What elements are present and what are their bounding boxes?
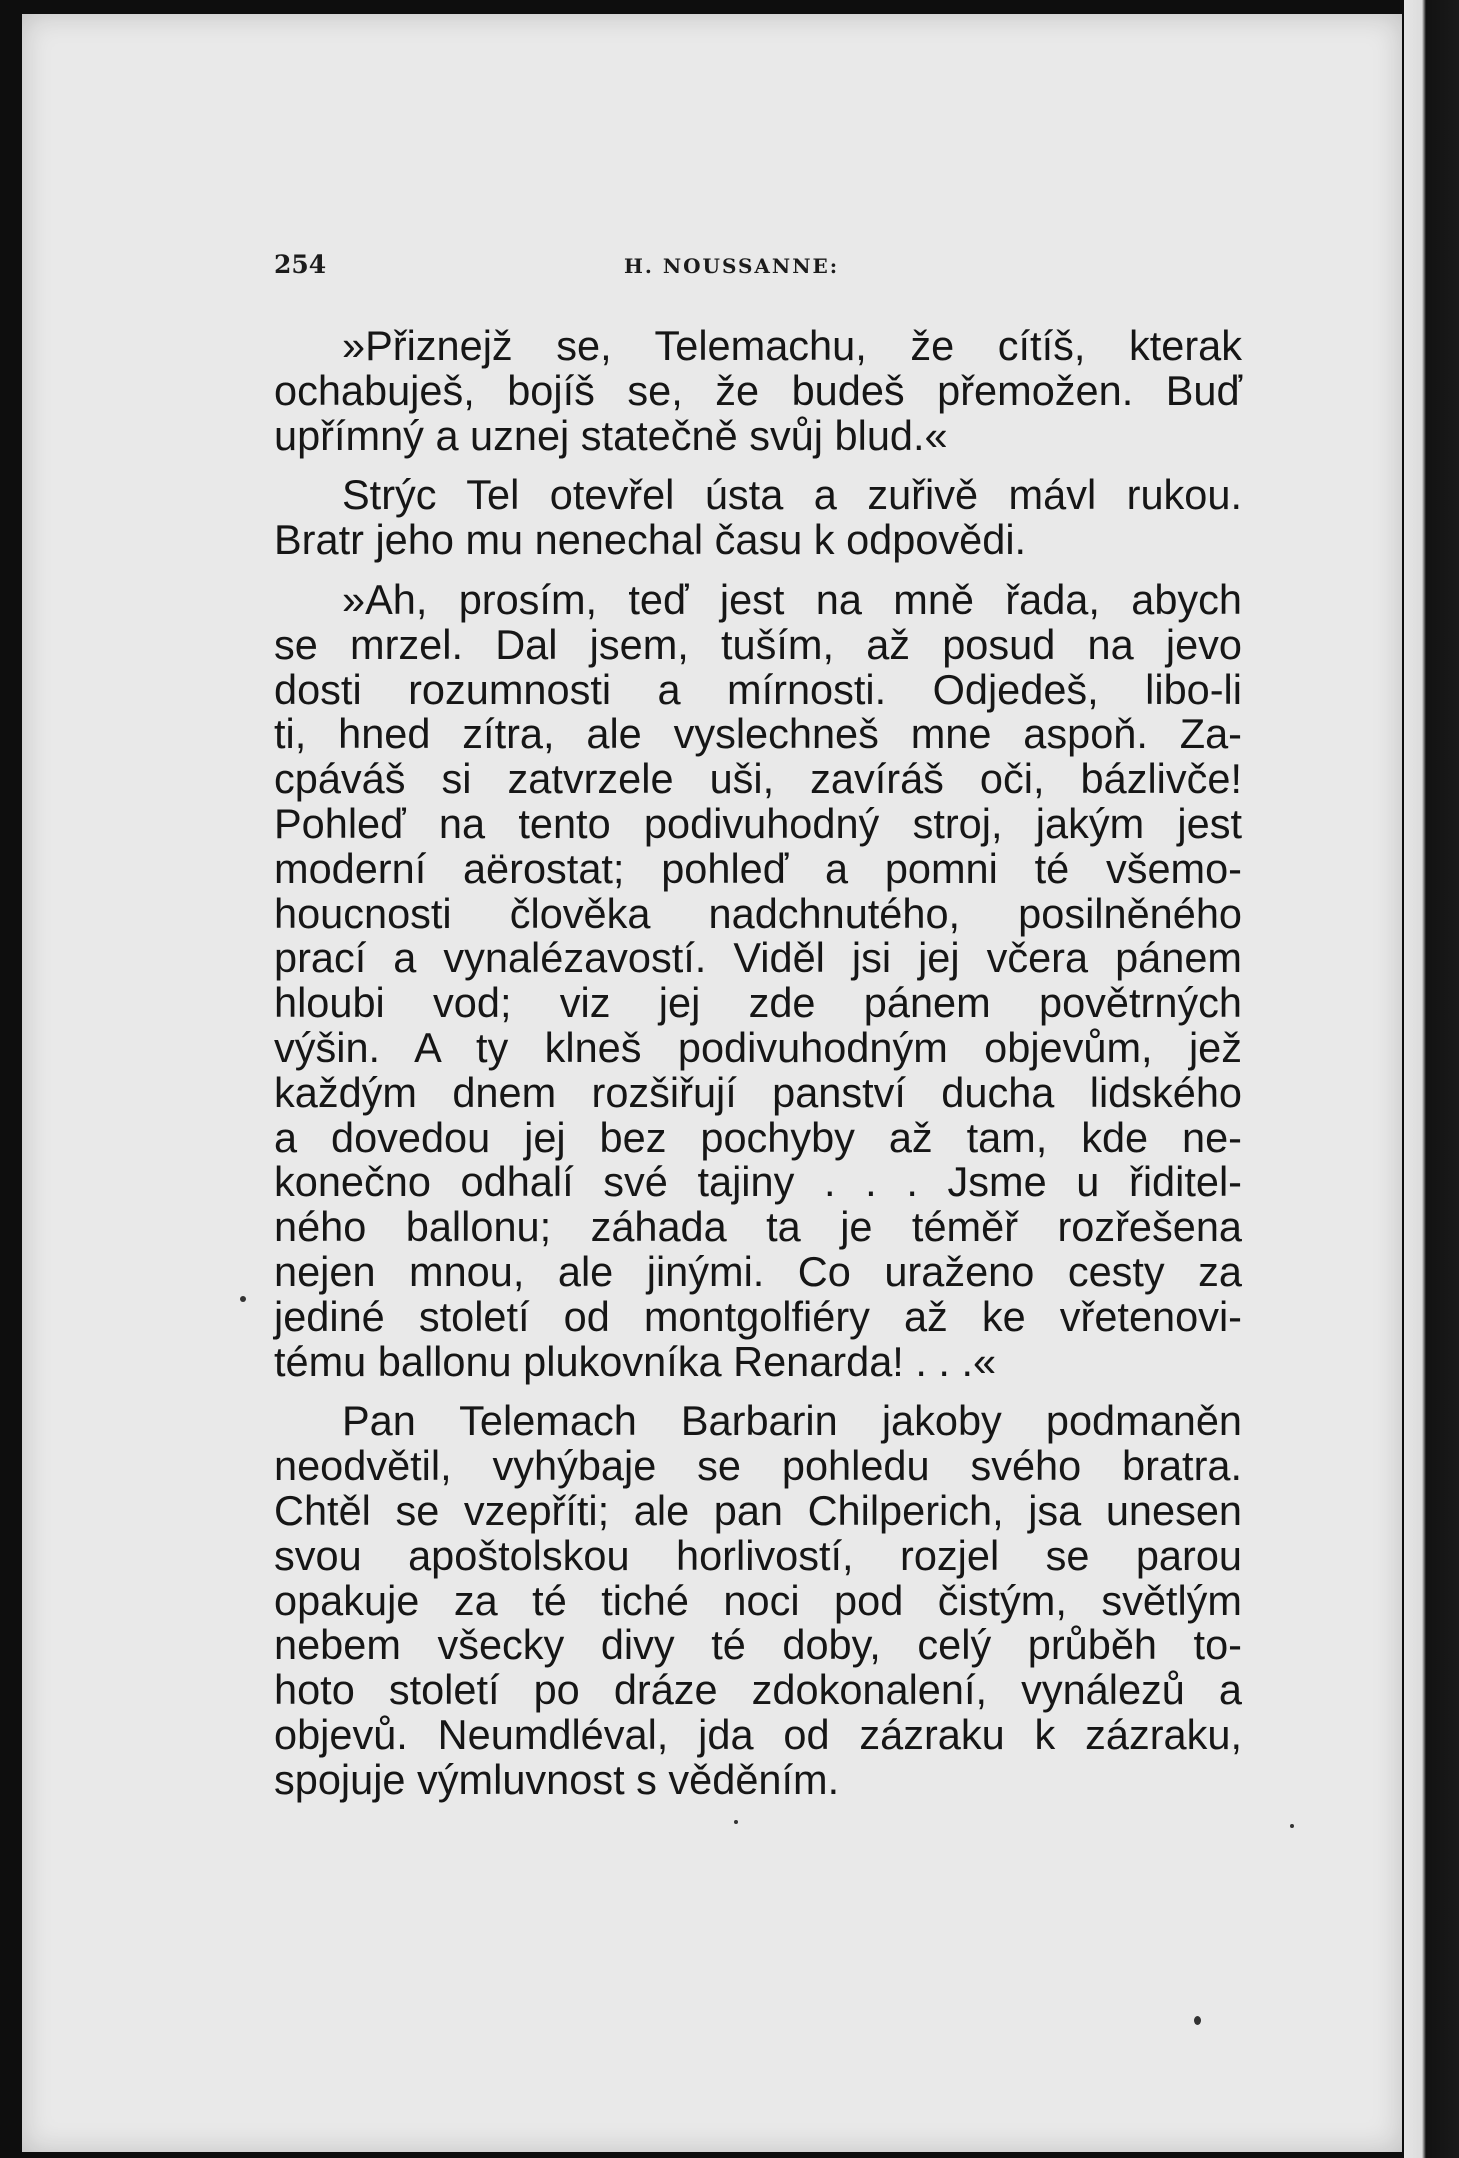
text-line: ti, hned zítra, ale vyslechneš mne aspoň. Za- — [274, 710, 1242, 758]
text-line: svou apoštolskou horlivostí, rozjel se parou — [274, 1531, 1242, 1579]
text-line: prací a vynalézavostí. Viděl jsi jej včera pánem — [274, 934, 1242, 982]
text-line: Bratr jeho mu nenechal času k odpovědi. — [274, 516, 1027, 564]
book-spine-edge — [1404, 0, 1459, 2158]
text-line: upřímný a uznej statečně svůj blud.« — [274, 411, 948, 459]
text-line: konečno odhalí své tajiny . . . Jsme u řiditel- — [274, 1158, 1242, 1206]
text-line: a dovedou jej bez pochyby až tam, kde ne- — [274, 1113, 1242, 1161]
book-page — [22, 14, 1402, 2152]
text-line: moderní aërostat; pohleď a pomni té všemo- — [274, 844, 1242, 892]
paragraph — [274, 1399, 1242, 1802]
text-line: Chtěl se vzepříti; ale pan Chilperich, jsa unesen — [274, 1486, 1242, 1534]
ink-speck — [1290, 1824, 1294, 1828]
text-line: houcnosti člověka nadchnutého, posilněného — [274, 889, 1242, 937]
paragraph — [274, 575, 1242, 1385]
text-line: každým dnem rozšiřují panství ducha lidského — [274, 1068, 1242, 1116]
ink-speck — [1194, 2016, 1201, 2025]
text-line: ného ballonu; záhada ta je téměř rozřešena — [274, 1203, 1242, 1251]
text-line: se mrzel. Dal jsem, tuším, až posud na jevo — [274, 620, 1242, 668]
text-line: dosti rozumnosti a mírnosti. Odjedeš, libo-li — [274, 665, 1242, 713]
text-line: nebem všecky divy té doby, celý průběh to- — [274, 1621, 1242, 1669]
text-line: cpáváš si zatvrzele uši, zavíráš oči, bázlivče! — [274, 755, 1242, 803]
text-line: hloubi vod; viz jej zde pánem povětrných — [274, 979, 1242, 1027]
text-line: ochabuješ, bojíš se, že budeš přemožen. Buď — [274, 366, 1242, 414]
text-line: Strýc Tel otevřel ústa a zuřivě mávl rukou. — [342, 471, 1242, 519]
page-number: 254 — [274, 250, 327, 279]
page-header — [274, 250, 880, 280]
body-text — [274, 324, 1242, 1818]
text-line: »Přiznejž se, Telemachu, že cítíš, kterak — [342, 322, 1242, 369]
text-line: »Ah, prosím, teď jest na mně řada, abych — [342, 575, 1242, 623]
ink-speck — [240, 1296, 246, 1302]
text-line: hoto století po dráze zdokonalení, vynálezů a — [274, 1666, 1242, 1714]
text-line: nejen mnou, ale jinými. Co uraženo cesty za — [274, 1247, 1242, 1295]
running-head: H. NOUSSANNE: — [624, 254, 840, 278]
text-line: spojuje výmluvnost s věděním. — [274, 1755, 840, 1803]
paragraph — [274, 324, 1242, 458]
text-line: Pan Telemach Barbarin jakoby podmaněn — [342, 1397, 1242, 1445]
text-line: objevů. Neumdléval, jda od zázraku k zázraku, — [274, 1710, 1242, 1758]
text-line: opakuje za té tiché noci pod čistým, světlým — [274, 1576, 1242, 1624]
text-line: tému ballonu plukovníka Renarda! . . .« — [274, 1337, 997, 1385]
text-line: jediné století od montgolfiéry až ke vřetenovi- — [274, 1292, 1242, 1340]
paragraph — [274, 473, 1242, 563]
text-line: neodvětil, vyhýbaje se pohledu svého bratra. — [274, 1442, 1242, 1490]
ink-speck — [734, 1820, 738, 1824]
text-line: Pohleď na tento podivuhodný stroj, jakým jest — [274, 799, 1242, 847]
text-line: výšin. A ty klneš podivuhodným objevům, jež — [274, 1023, 1242, 1071]
